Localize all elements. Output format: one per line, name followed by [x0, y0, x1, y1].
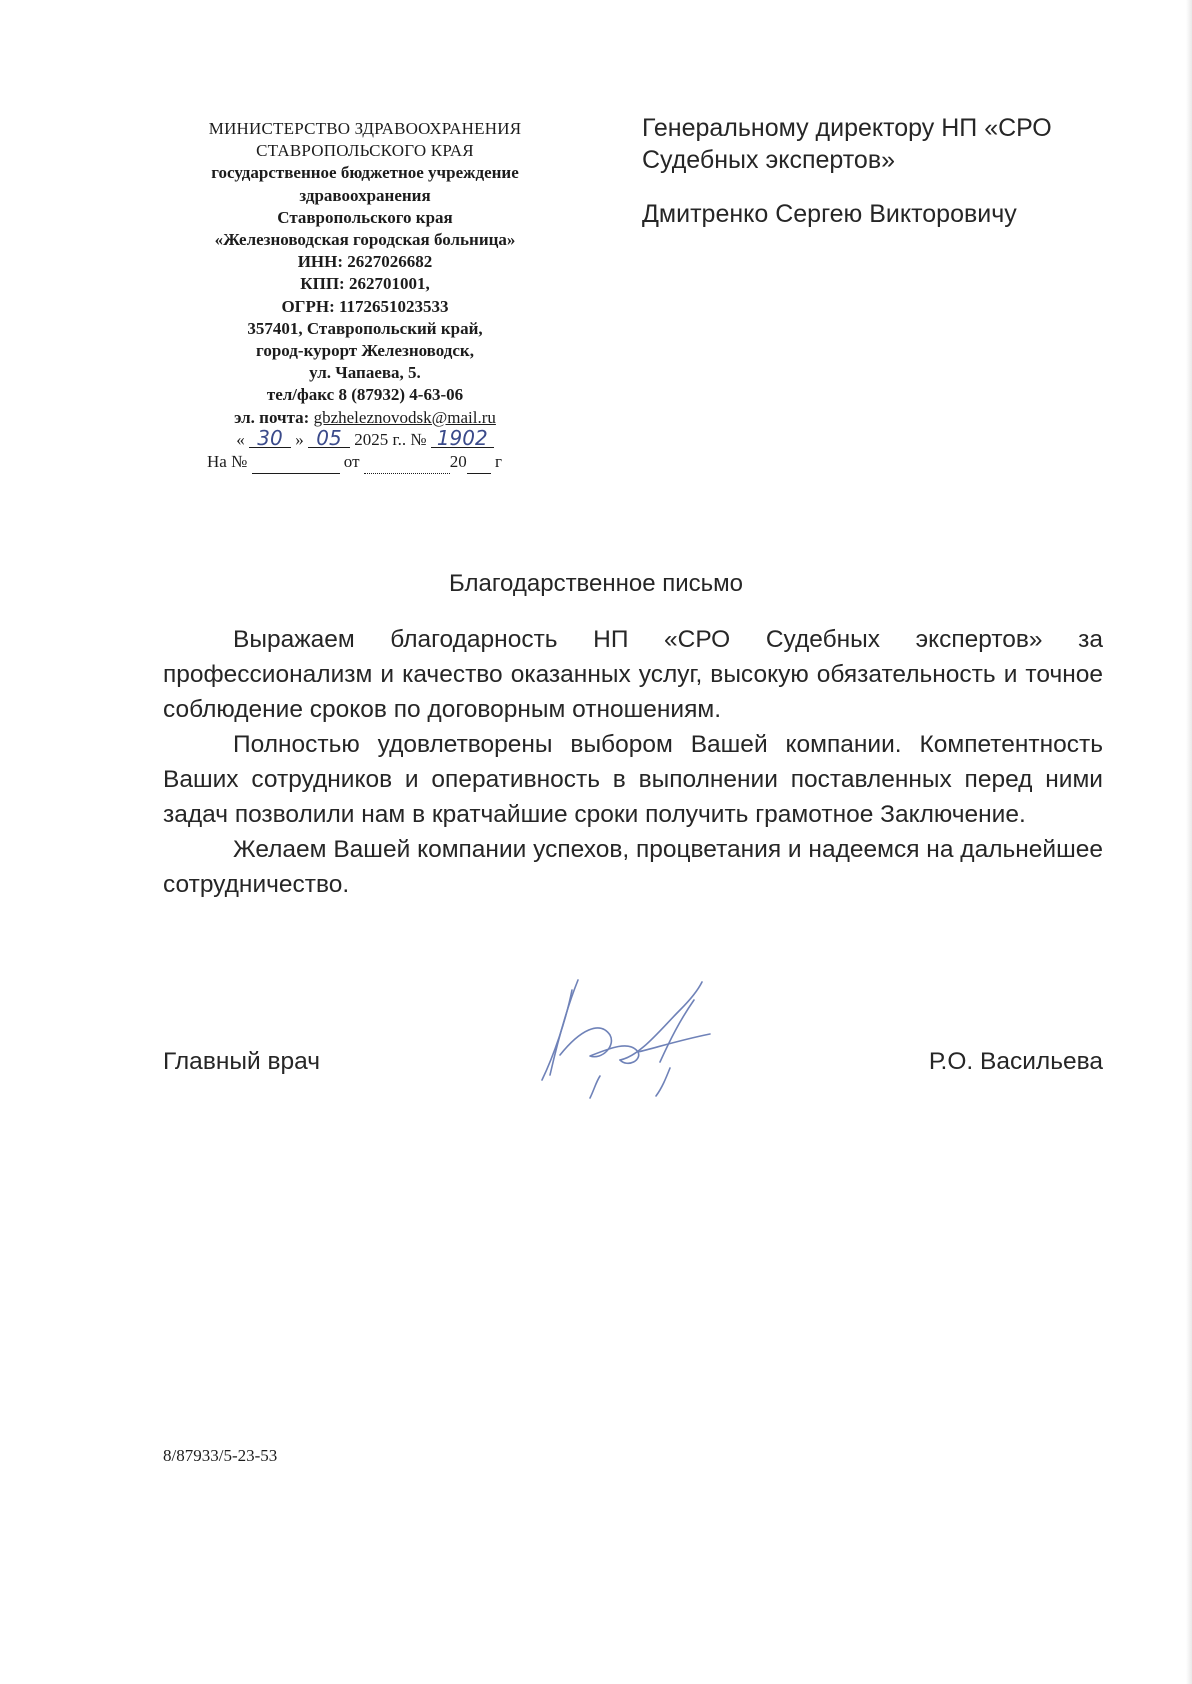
date-close-quote: » — [295, 429, 304, 449]
ministry-line-2: СТАВРОПОЛЬСКОГО КРАЯ — [256, 141, 474, 161]
org-line-1: государственное бюджетное учреждение — [211, 163, 519, 183]
inn-line: ИНН: 2627026682 — [297, 252, 433, 272]
footer-code: 8/87933/5-23-53 — [163, 1446, 278, 1465]
addressee-name: Дмитренко Сергею Викторовичу — [642, 200, 1017, 228]
kpp-line: КПП: 262701001, — [300, 274, 430, 294]
ref-year-blank — [467, 451, 491, 474]
org-line-4: «Железноводская городская больница» — [214, 230, 516, 250]
address-line-1: 357401, Ставропольский край, — [247, 318, 483, 338]
email-line — [165, 407, 565, 429]
phone-line: тел/факс 8 (87932) 4-63-06 — [266, 385, 464, 405]
body-paragraph-3: Желаем Вашей компании успехов, процветания и надеемся на дальнейшее сотрудничество. — [163, 836, 1103, 898]
email-address: gbzheleznovodsk@mail.ru — [313, 407, 496, 427]
date-year: 2025 г.. № — [354, 429, 427, 449]
signatory-name: Р.О. Васильева — [928, 1048, 1103, 1075]
email-label: эл. почта: — [234, 407, 310, 427]
addressee-block — [642, 112, 1112, 230]
body-paragraph-1: Выражаем благодарность НП «СРО Судебных экспертов» за профессионализм и качество оказанных услуг, высокую обязательность и точное соблюдение сроков по договорным отношениям. — [163, 626, 1103, 723]
ref-year: 20 — [449, 452, 467, 472]
letter-body — [163, 622, 1103, 902]
letter-title: Благодарственное письмо — [448, 570, 744, 597]
ref-prefix: На № — [207, 452, 248, 472]
ref-from: от — [343, 452, 360, 472]
address-line-3: ул. Чапаева, 5. — [309, 363, 421, 383]
date-month: 05 — [308, 429, 350, 448]
handwritten-signature — [520, 960, 720, 1110]
ogrn-line: ОГРН: 1172651023533 — [281, 296, 449, 316]
ref-suffix: г — [495, 452, 502, 472]
addressee-line-1: Генеральному директору НП «СРО — [642, 114, 1052, 142]
letterhead — [165, 118, 565, 474]
addressee-line-2: Судебных экспертов» — [642, 146, 896, 174]
body-paragraph-2: Полностью удовлетворены выбором Вашей компании. Компетентность Ваших сотрудников и оперативность в выполнении поставленных перед ними задач позволили нам в кратчайшие сроки получить грамотное Заключение. — [163, 731, 1103, 828]
signatory-role: Главный врач — [163, 1048, 320, 1075]
ref-number-blank — [252, 451, 340, 474]
org-line-2: здравоохранения — [299, 185, 431, 205]
scan-edge — [1186, 0, 1192, 1684]
reference-line — [165, 451, 565, 474]
ref-date-blank — [364, 451, 450, 474]
document-number: 1902 — [431, 429, 494, 448]
address-line-2: город-курорт Железноводск, — [256, 341, 474, 361]
date-day: 30 — [249, 429, 291, 448]
date-line — [165, 425, 565, 451]
ministry-line-1: МИНИСТЕРСТВО ЗДРАВООХРАНЕНИЯ — [208, 119, 522, 138]
date-open-quote: « — [236, 429, 245, 449]
org-line-3: Ставропольского края — [277, 207, 453, 227]
